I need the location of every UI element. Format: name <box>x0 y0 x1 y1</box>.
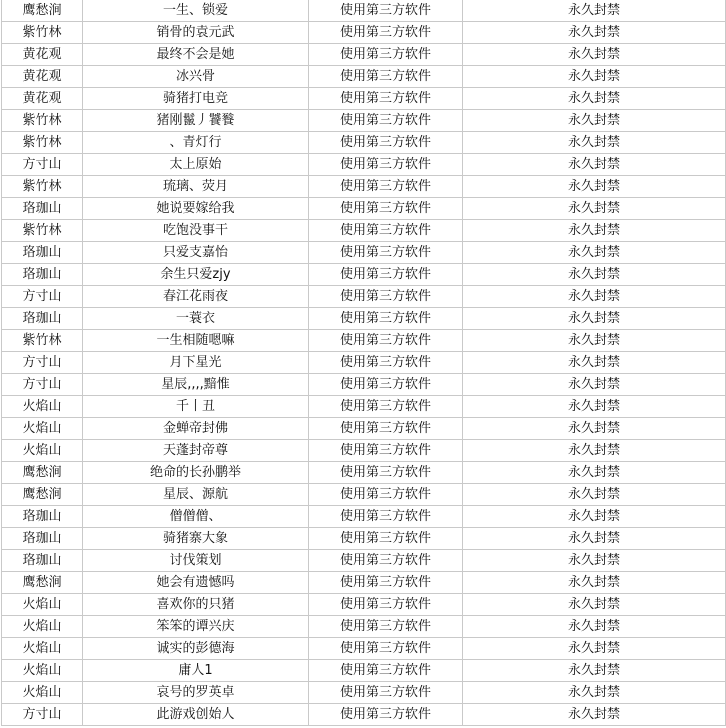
reason-cell: 使用第三方软件 <box>309 264 463 286</box>
server-cell: 鹰愁涧 <box>2 0 83 22</box>
table-row <box>2 660 726 682</box>
table-row <box>2 198 726 220</box>
player-name-cell: 星辰,,,,黯惟 <box>83 374 309 396</box>
table-row <box>2 506 726 528</box>
penalty-cell: 永久封禁 <box>463 550 726 572</box>
server-cell: 方寸山 <box>2 286 83 308</box>
reason-cell: 使用第三方软件 <box>309 66 463 88</box>
reason-cell: 使用第三方软件 <box>309 704 463 726</box>
server-cell: 火焰山 <box>2 638 83 660</box>
penalty-cell: 永久封禁 <box>463 66 726 88</box>
player-name-cell: 骑猪寨大象 <box>83 528 309 550</box>
server-cell: 方寸山 <box>2 154 83 176</box>
player-name-cell: 月下星光 <box>83 352 309 374</box>
server-cell: 珞珈山 <box>2 528 83 550</box>
player-name-cell: 猪刚鬣丿饕餮 <box>83 110 309 132</box>
player-name-cell: 销骨的袁元武 <box>83 22 309 44</box>
player-name-cell: 绝命的长孙鹏举 <box>83 462 309 484</box>
table-row <box>2 462 726 484</box>
reason-cell: 使用第三方软件 <box>309 484 463 506</box>
table-row <box>2 176 726 198</box>
penalty-cell: 永久封禁 <box>463 660 726 682</box>
penalty-cell: 永久封禁 <box>463 154 726 176</box>
reason-cell: 使用第三方软件 <box>309 572 463 594</box>
table-row <box>2 330 726 352</box>
table-row <box>2 220 726 242</box>
reason-cell: 使用第三方软件 <box>309 88 463 110</box>
server-cell: 方寸山 <box>2 374 83 396</box>
table-row <box>2 22 726 44</box>
server-cell: 珞珈山 <box>2 242 83 264</box>
reason-cell: 使用第三方软件 <box>309 110 463 132</box>
reason-cell: 使用第三方软件 <box>309 220 463 242</box>
player-name-cell: 最终不会是她 <box>83 44 309 66</box>
player-name-cell: 琉璃、荧月 <box>83 176 309 198</box>
server-cell: 火焰山 <box>2 594 83 616</box>
reason-cell: 使用第三方软件 <box>309 176 463 198</box>
penalty-cell: 永久封禁 <box>463 462 726 484</box>
server-cell: 紫竹林 <box>2 132 83 154</box>
server-cell: 紫竹林 <box>2 110 83 132</box>
server-cell: 黄花观 <box>2 88 83 110</box>
server-cell: 紫竹林 <box>2 22 83 44</box>
table-row <box>2 682 726 704</box>
reason-cell: 使用第三方软件 <box>309 528 463 550</box>
penalty-cell: 永久封禁 <box>463 132 726 154</box>
reason-cell: 使用第三方软件 <box>309 638 463 660</box>
penalty-cell: 永久封禁 <box>463 704 726 726</box>
table-row <box>2 132 726 154</box>
reason-cell: 使用第三方软件 <box>309 44 463 66</box>
reason-cell: 使用第三方软件 <box>309 616 463 638</box>
reason-cell: 使用第三方软件 <box>309 462 463 484</box>
player-name-cell: 讨伐策划 <box>83 550 309 572</box>
penalty-cell: 永久封禁 <box>463 528 726 550</box>
player-name-cell: 此游戏创始人 <box>83 704 309 726</box>
server-cell: 火焰山 <box>2 396 83 418</box>
reason-cell: 使用第三方软件 <box>309 154 463 176</box>
reason-cell: 使用第三方软件 <box>309 330 463 352</box>
player-name-cell: 冰兴骨 <box>83 66 309 88</box>
reason-cell: 使用第三方软件 <box>309 242 463 264</box>
penalty-cell: 永久封禁 <box>463 440 726 462</box>
table-row <box>2 66 726 88</box>
penalty-cell: 永久封禁 <box>463 616 726 638</box>
table-row <box>2 638 726 660</box>
player-name-cell: 余生只爱zjy <box>83 264 309 286</box>
reason-cell: 使用第三方软件 <box>309 418 463 440</box>
reason-cell: 使用第三方软件 <box>309 132 463 154</box>
penalty-cell: 永久封禁 <box>463 44 726 66</box>
penalty-cell: 永久封禁 <box>463 638 726 660</box>
reason-cell: 使用第三方软件 <box>309 0 463 22</box>
table-row <box>2 374 726 396</box>
reason-cell: 使用第三方软件 <box>309 308 463 330</box>
penalty-cell: 永久封禁 <box>463 418 726 440</box>
penalty-cell: 永久封禁 <box>463 22 726 44</box>
table-row <box>2 110 726 132</box>
server-cell: 珞珈山 <box>2 550 83 572</box>
penalty-cell: 永久封禁 <box>463 352 726 374</box>
penalty-cell: 永久封禁 <box>463 308 726 330</box>
table-row <box>2 484 726 506</box>
penalty-cell: 永久封禁 <box>463 0 726 22</box>
table-row <box>2 264 726 286</box>
server-cell: 方寸山 <box>2 704 83 726</box>
table-row <box>2 550 726 572</box>
player-name-cell: 只爱支嘉怡 <box>83 242 309 264</box>
player-name-cell: 一蓑衣 <box>83 308 309 330</box>
server-cell: 黄花观 <box>2 66 83 88</box>
penalty-cell: 永久封禁 <box>463 572 726 594</box>
penalty-cell: 永久封禁 <box>463 264 726 286</box>
server-cell: 珞珈山 <box>2 198 83 220</box>
reason-cell: 使用第三方软件 <box>309 22 463 44</box>
server-cell: 火焰山 <box>2 418 83 440</box>
reason-cell: 使用第三方软件 <box>309 396 463 418</box>
penalty-cell: 永久封禁 <box>463 506 726 528</box>
table-row <box>2 308 726 330</box>
server-cell: 火焰山 <box>2 440 83 462</box>
penalty-cell: 永久封禁 <box>463 198 726 220</box>
server-cell: 紫竹林 <box>2 176 83 198</box>
player-name-cell: 庸人1 <box>83 660 309 682</box>
reason-cell: 使用第三方软件 <box>309 682 463 704</box>
penalty-cell: 永久封禁 <box>463 396 726 418</box>
player-name-cell: 天蓬封帝尊 <box>83 440 309 462</box>
player-name-cell: 金蝉帝封佛 <box>83 418 309 440</box>
server-cell: 火焰山 <box>2 616 83 638</box>
reason-cell: 使用第三方软件 <box>309 550 463 572</box>
penalty-cell: 永久封禁 <box>463 682 726 704</box>
server-cell: 鹰愁涧 <box>2 572 83 594</box>
reason-cell: 使用第三方软件 <box>309 198 463 220</box>
reason-cell: 使用第三方软件 <box>309 506 463 528</box>
player-name-cell: 哀号的罗英卓 <box>83 682 309 704</box>
table-row <box>2 88 726 110</box>
penalty-cell: 永久封禁 <box>463 176 726 198</box>
server-cell: 珞珈山 <box>2 506 83 528</box>
table-row <box>2 704 726 726</box>
player-name-cell: 喜欢你的只猪 <box>83 594 309 616</box>
table-row <box>2 286 726 308</box>
server-cell: 方寸山 <box>2 352 83 374</box>
table-row <box>2 594 726 616</box>
player-name-cell: 太上原始 <box>83 154 309 176</box>
penalty-cell: 永久封禁 <box>463 374 726 396</box>
reason-cell: 使用第三方软件 <box>309 660 463 682</box>
player-name-cell: 一生、锁爱 <box>83 0 309 22</box>
player-name-cell: 千丨丑 <box>83 396 309 418</box>
reason-cell: 使用第三方软件 <box>309 594 463 616</box>
table-row <box>2 418 726 440</box>
ban-list-body <box>2 0 726 726</box>
reason-cell: 使用第三方软件 <box>309 440 463 462</box>
table-row <box>2 44 726 66</box>
server-cell: 珞珈山 <box>2 308 83 330</box>
server-cell: 火焰山 <box>2 682 83 704</box>
player-name-cell: 春江花雨夜 <box>83 286 309 308</box>
table-row <box>2 396 726 418</box>
penalty-cell: 永久封禁 <box>463 110 726 132</box>
player-name-cell: 吃饱没事干 <box>83 220 309 242</box>
penalty-cell: 永久封禁 <box>463 330 726 352</box>
player-name-cell: 、青灯行 <box>83 132 309 154</box>
player-name-cell: 诚实的彭德海 <box>83 638 309 660</box>
server-cell: 鹰愁涧 <box>2 462 83 484</box>
server-cell: 火焰山 <box>2 660 83 682</box>
player-name-cell: 她说要嫁给我 <box>83 198 309 220</box>
penalty-cell: 永久封禁 <box>463 286 726 308</box>
server-cell: 紫竹林 <box>2 330 83 352</box>
player-name-cell: 僧僧僧、 <box>83 506 309 528</box>
table-row <box>2 528 726 550</box>
table-row <box>2 440 726 462</box>
penalty-cell: 永久封禁 <box>463 88 726 110</box>
table-row <box>2 616 726 638</box>
player-name-cell: 笨笨的谭兴庆 <box>83 616 309 638</box>
reason-cell: 使用第三方软件 <box>309 352 463 374</box>
table-row <box>2 154 726 176</box>
player-name-cell: 骑猪打电竞 <box>83 88 309 110</box>
penalty-cell: 永久封禁 <box>463 242 726 264</box>
server-cell: 珞珈山 <box>2 264 83 286</box>
reason-cell: 使用第三方软件 <box>309 374 463 396</box>
player-name-cell: 星辰、源航 <box>83 484 309 506</box>
reason-cell: 使用第三方软件 <box>309 286 463 308</box>
player-name-cell: 一生相随嗯嘛 <box>83 330 309 352</box>
penalty-cell: 永久封禁 <box>463 594 726 616</box>
table-row <box>2 0 726 22</box>
table-row <box>2 242 726 264</box>
penalty-cell: 永久封禁 <box>463 484 726 506</box>
ban-list-table <box>1 0 726 726</box>
server-cell: 鹰愁涧 <box>2 484 83 506</box>
player-name-cell: 她会有遗憾吗 <box>83 572 309 594</box>
table-row <box>2 352 726 374</box>
server-cell: 黄花观 <box>2 44 83 66</box>
table-row <box>2 572 726 594</box>
server-cell: 紫竹林 <box>2 220 83 242</box>
penalty-cell: 永久封禁 <box>463 220 726 242</box>
